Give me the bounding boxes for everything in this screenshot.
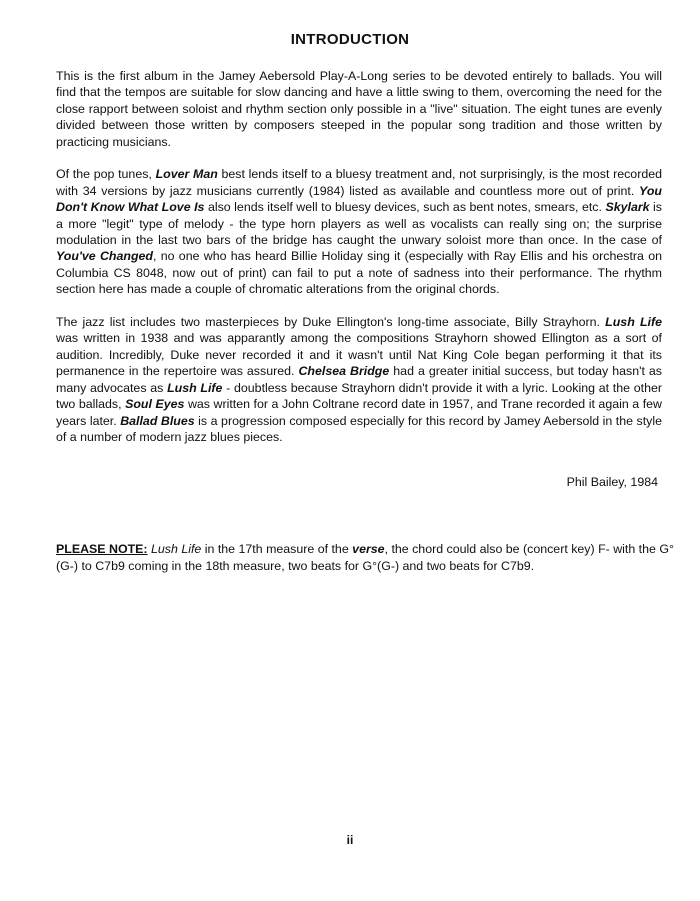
text-run: was written for a John Coltrane record date in 1957, and Trane recorded it again a few years later.: [56, 397, 662, 428]
text-run: , the chord could also be (concert key) F- with the G°(G-) to C7b9 coming in the 18th measure, two beats for G°(G-) and two beats for C7b9.: [56, 542, 674, 573]
song-title-lover-man: Lover Man: [155, 167, 218, 182]
song-title-skylark: Skylark: [605, 200, 650, 215]
song-title-you-dont-know-what-love-is: You Don't Know What Love Is: [56, 183, 662, 215]
song-title-chelsea-bridge: Chelsea Bridge: [298, 364, 390, 379]
text-run: best lends itself to a bluesy treatment and, not surprisingly, is the most recorded with 34 versions by jazz musicians currently (1984) listed as available and countless more out of print.: [56, 167, 663, 198]
paragraph-2: [56, 166, 662, 297]
song-title-lush-life: Lush Life: [605, 315, 662, 330]
page-number: ii: [346, 833, 354, 847]
note-label: PLEASE NOTE:: [56, 542, 148, 556]
text-run: in the 17th measure of the: [201, 542, 353, 556]
text-run: had a greater initial success, but today hasn't as many advocates as: [56, 364, 663, 395]
text-run: - doubtless because Strayhorn didn't provide it with a lyric. Looking at the other two ballads,: [56, 380, 662, 412]
song-title-soul-eyes: Soul Eyes: [125, 397, 185, 412]
text-run: Of the pop tunes,: [56, 167, 156, 182]
text-run: is a progression composed especially for this record by Jamey Aebersold in the style of a number of modern jazz blues pieces.: [56, 413, 662, 444]
note-song-title: Lush Life: [151, 542, 202, 556]
paragraph-3: [56, 314, 662, 445]
text-run: also lends itself well to bluesy devices, such as bent notes, smears, etc.: [204, 200, 606, 215]
song-title-youve-changed: You've Changed: [56, 249, 153, 264]
text-run: , no one who has heard Billie Holiday sing it (especially with Ray Ellis and his orchestra on Columbia CS 8048, now out of print) can fail to put a note of sadness into their performance. The rhythm section here has made a couple of chromatic alterations from the original chords.: [56, 249, 662, 297]
text-run: is a more "legit" type of melody - the type horn players as well as vocalists can really sing on; the surprise modulation in the last two bars of the bridge has caught the unwary soloist more than once. In the case of: [56, 200, 662, 248]
please-note: [56, 541, 676, 575]
song-title-ballad-blues: Ballad Blues: [120, 413, 195, 428]
introduction-body: [56, 68, 662, 462]
song-title-lush-life: Lush Life: [167, 380, 223, 395]
note-verse: verse: [352, 542, 385, 556]
author-signature: Phil Bailey, 1984: [566, 475, 658, 489]
text-run: The jazz list includes two masterpieces by Duke Ellington's long-time associate, Billy Strayhorn.: [56, 315, 606, 330]
page-title: INTRODUCTION: [290, 31, 410, 48]
text-run: was written in 1938 and was apparantly among the compositions Strayhorn showed Ellington as a sort of audition. Incredibly, Duke never recorded it and it wasn't until Nat King Cole began performing it that its permanence in the repertoire was assured.: [56, 331, 662, 379]
paragraph-1: This is the first album in the Jamey Aebersold Play-A-Long series to be devoted entirely to ballads. You will find that the tempos are suitable for slow dancing and have a little swing to them, overcoming the need for the close rapport between soloist and rhythm section only possible in a "live" situation. The eight tunes are evenly divided between those written by composers steeped in the popular song tradition and those written by practicing musicians.: [56, 69, 662, 149]
